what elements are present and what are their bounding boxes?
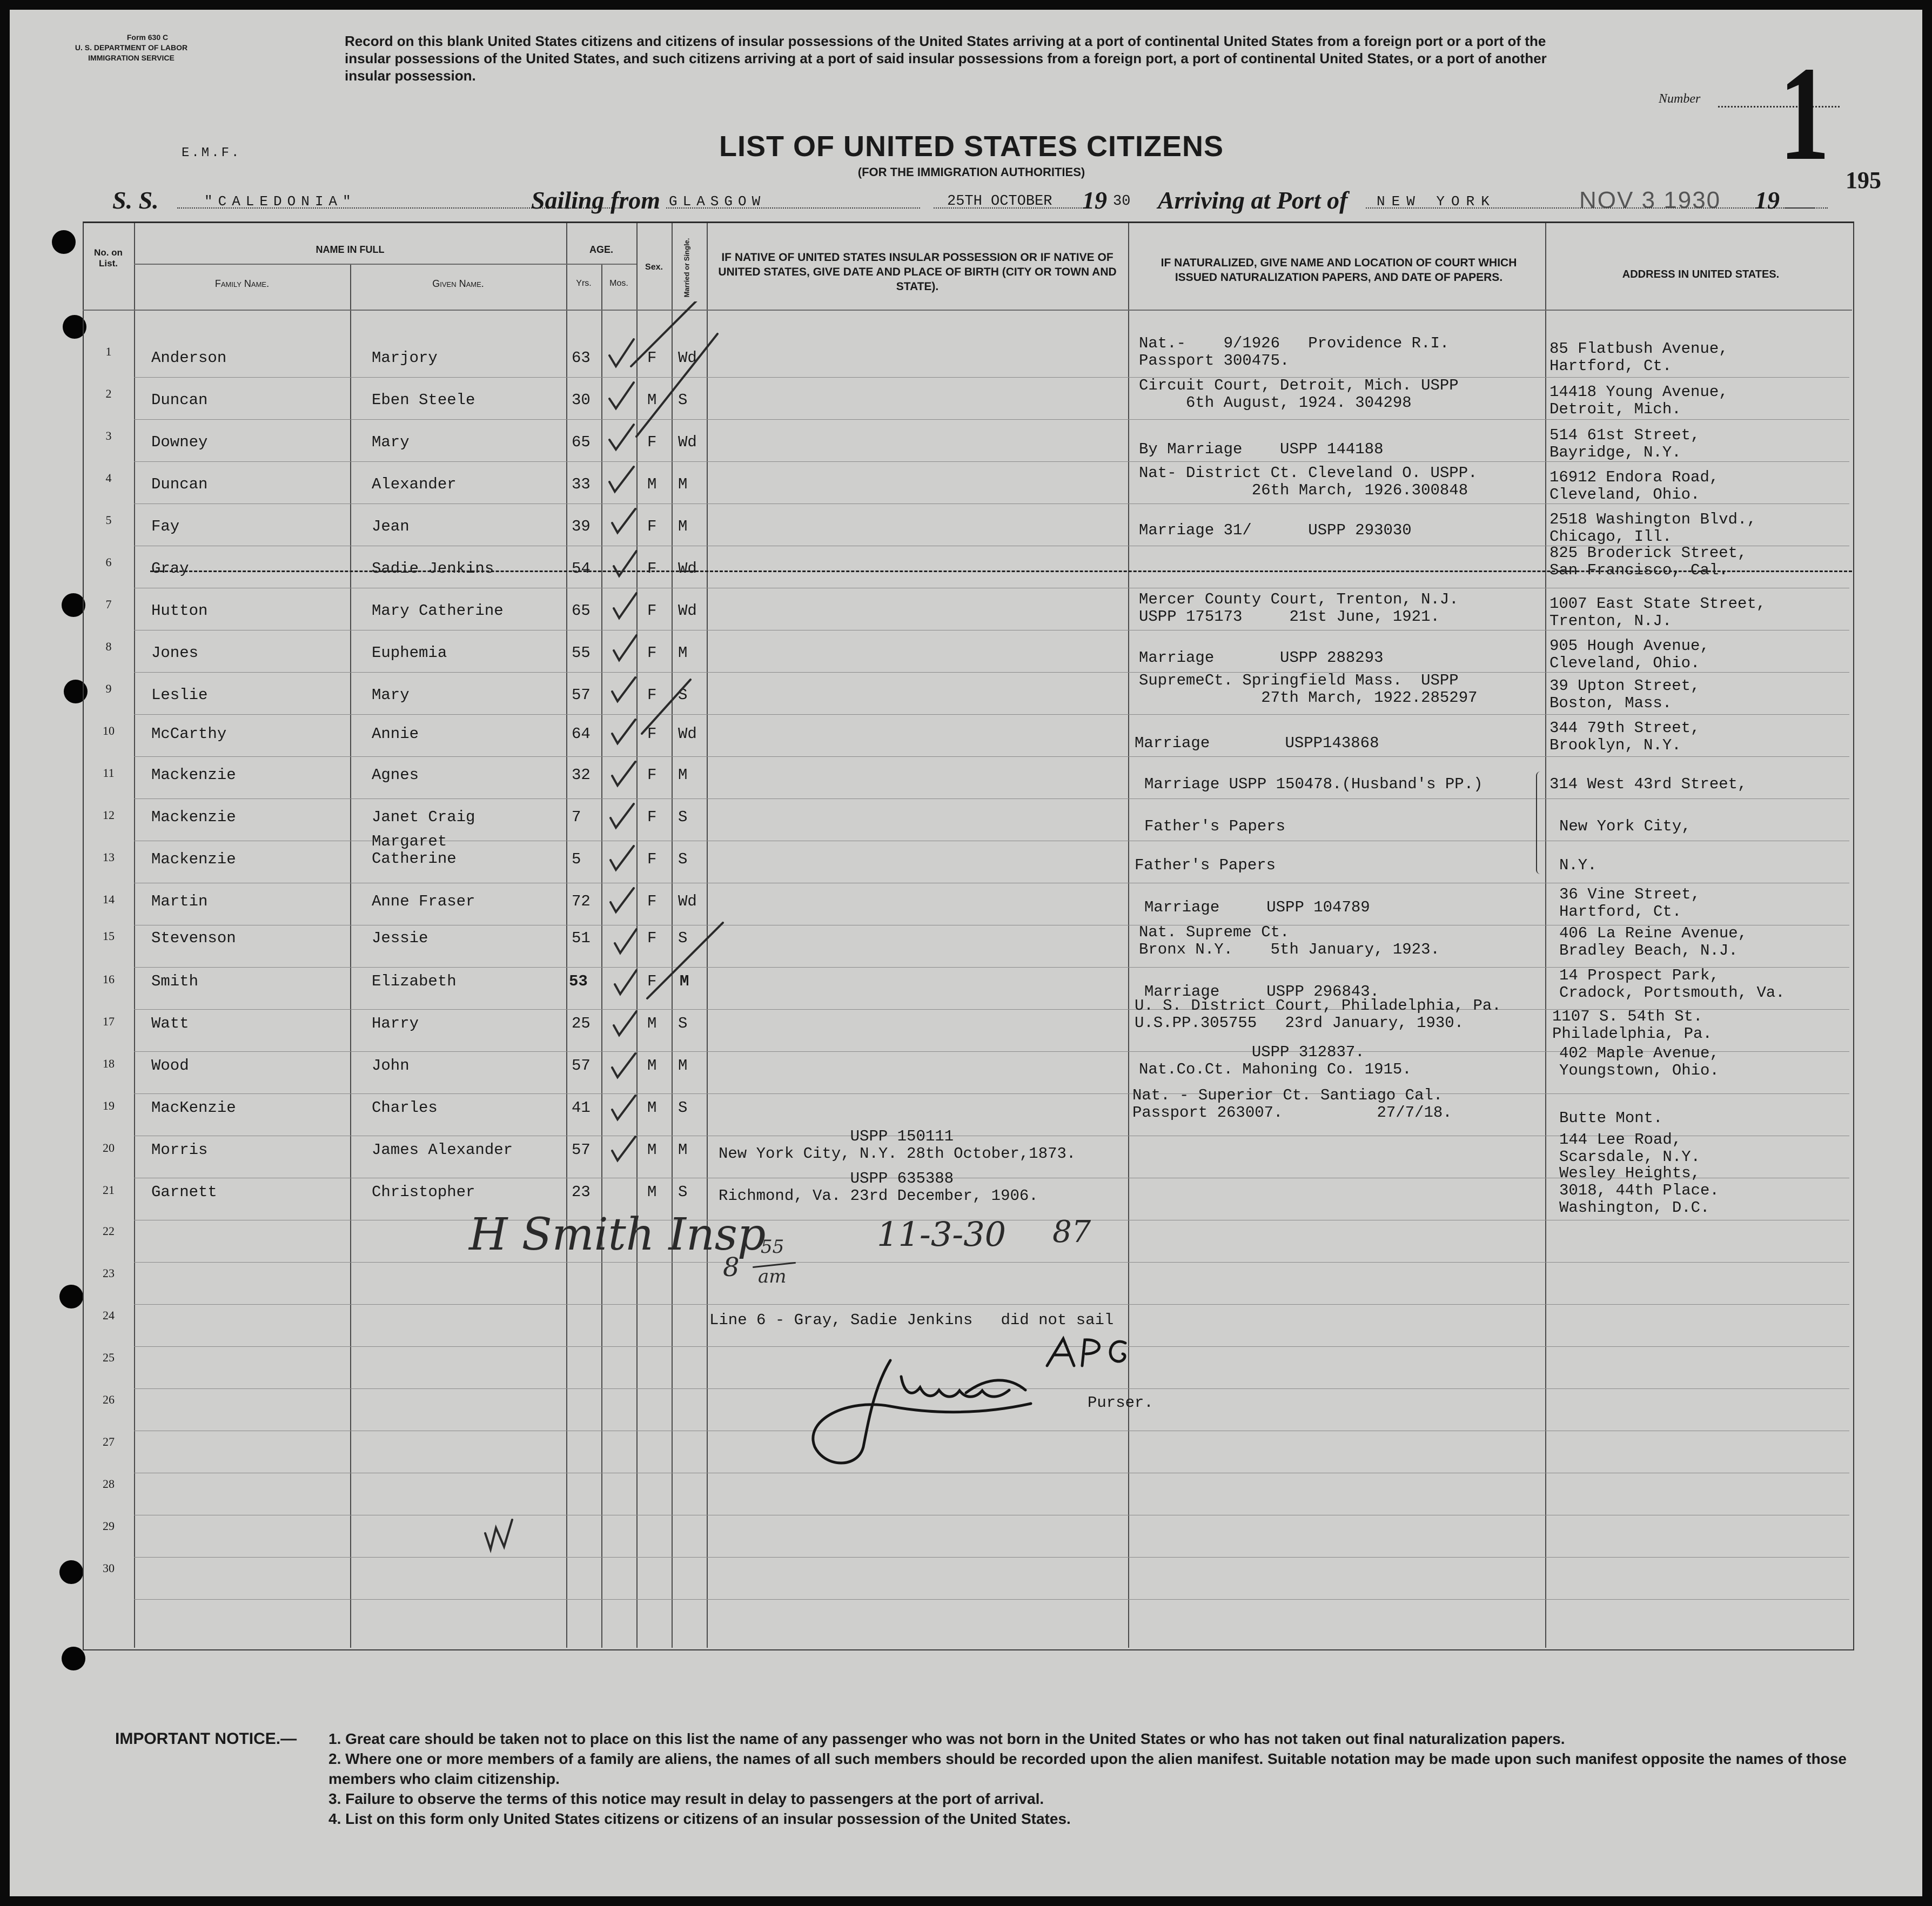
marital-status: M: [678, 644, 688, 662]
list-number: 1: [1779, 39, 1830, 189]
given-name: Elizabeth: [372, 972, 457, 990]
row-rule: [134, 1557, 1849, 1558]
naturalization: Mercer County Court, Trenton, N.J. USPP 175173 21st June, 1921.: [1139, 590, 1459, 626]
age-years: 65: [572, 602, 591, 620]
family-name: Wood: [151, 1057, 189, 1075]
row-rule: [134, 1262, 1849, 1263]
notice-heading: IMPORTANT NOTICE.—: [115, 1730, 297, 1748]
col-header-no: No. on List.: [94, 247, 123, 269]
age-years: 64: [572, 725, 591, 743]
address: 402 Maple Avenue, Youngstown, Ohio.: [1559, 1044, 1719, 1079]
row-number: 16: [103, 972, 115, 986]
row-number: 3: [105, 429, 112, 442]
important-notice: [115, 1729, 1887, 1829]
col-line: [1545, 223, 1546, 1648]
family-name: Smith: [151, 972, 199, 990]
family-name: Leslie: [151, 686, 208, 704]
naturalization: Marriage USPP 288293: [1139, 649, 1384, 667]
row-rule: [134, 756, 1849, 757]
row-number: 11: [103, 766, 115, 780]
address: 39 Upton Street, Boston, Mass.: [1549, 677, 1700, 712]
row-rule: [134, 1304, 1849, 1305]
address: 36 Vine Street, Hartford, Ct.: [1559, 885, 1701, 921]
sailing-label: Sailing from: [531, 186, 661, 214]
row-number: 18: [103, 1057, 115, 1070]
arrival-stamp: NOV 3 1930: [1579, 187, 1721, 213]
given-name: Alexander: [372, 475, 457, 493]
family-name: McCarthy: [151, 725, 227, 743]
sex: F: [647, 518, 657, 535]
naturalization: Nat. - Superior Ct. Santiago Cal. Passport 263007. 27/7/18.: [1132, 1086, 1452, 1122]
naturalization: Circuit Court, Detroit, Mich. USPP 6th August, 1924. 304298: [1139, 377, 1459, 412]
given-name: Eben Steele: [372, 391, 475, 409]
address: 14 Prospect Park, Cradock, Portsmouth, Va.: [1559, 967, 1785, 1002]
sex: M: [647, 1183, 657, 1201]
ship-name: "CALEDONIA": [204, 193, 357, 210]
marital-status: Wd: [678, 725, 697, 743]
family-name: Garnett: [151, 1183, 217, 1201]
family-name: Gray: [151, 560, 189, 578]
row-number: 19: [103, 1099, 115, 1112]
family-name: Morris: [151, 1141, 208, 1159]
birth-info: USPP 635388 Richmond, Va. 23rd December, 1906.: [719, 1170, 1038, 1205]
col-header-yrs: Yrs.: [576, 279, 592, 288]
header-divider: [134, 264, 636, 265]
sex: F: [647, 850, 657, 868]
inspector-date: 11-3-30: [877, 1214, 1007, 1254]
row-number: 12: [103, 808, 115, 822]
age-years: 23: [572, 1183, 591, 1201]
marital-status: M: [678, 1141, 688, 1159]
row-number: 17: [103, 1015, 115, 1028]
sex: F: [647, 929, 657, 947]
col-header-name: NAME IN FULL: [316, 244, 385, 255]
sex: F: [647, 349, 657, 367]
marital-status: Wd: [678, 560, 697, 578]
initials-mark: [1042, 1333, 1133, 1377]
age-years: 57: [572, 1057, 591, 1075]
sex: F: [647, 808, 657, 826]
age-years: 39: [572, 518, 591, 535]
col-header-given: Given Name.: [432, 278, 484, 289]
marital-status: M: [680, 972, 689, 990]
age-years: 33: [572, 475, 591, 493]
row-number: 25: [103, 1351, 115, 1364]
number-label: Number: [1659, 92, 1701, 106]
row-number: 2: [105, 387, 112, 400]
marital-status: S: [678, 391, 688, 409]
address: 825 Broderick Street, San Francisco, Cal.: [1549, 544, 1747, 579]
ss-label: S. S.: [112, 186, 159, 214]
age-years: 51: [572, 929, 591, 947]
naturalization: Nat- District Ct. Cleveland O. USPP. 26th March, 1926.300848: [1139, 464, 1478, 499]
address: 2518 Washington Blvd., Chicago, Ill.: [1549, 511, 1756, 546]
given-name: John: [372, 1057, 410, 1075]
marital-status: S: [678, 929, 688, 947]
row-number: 27: [103, 1435, 115, 1448]
marital-status: Wd: [678, 602, 697, 620]
arriving-label: Arriving at Port of: [1158, 186, 1348, 214]
address: 514 61st Street, Bayridge, N.Y.: [1549, 426, 1700, 461]
given-name: Annie: [372, 725, 419, 743]
family-name: Watt: [151, 1015, 189, 1032]
marital-status: Wd: [678, 892, 697, 910]
sex: M: [647, 1057, 657, 1075]
naturalization: Marriage USPP143868: [1135, 734, 1379, 752]
family-name: Hutton: [151, 602, 208, 620]
age-years: 57: [572, 1141, 591, 1159]
manifest-sheet: [10, 10, 1922, 1896]
address: 344 79th Street, Brooklyn, N.Y.: [1549, 719, 1700, 754]
address: Butte Mont.: [1559, 1109, 1663, 1127]
binder-hole: [59, 1285, 83, 1308]
given-name: Jessie: [372, 929, 428, 947]
col-header-married: Married or Single.: [682, 238, 691, 298]
family-name: Fay: [151, 518, 180, 535]
page-title: LIST OF UNITED STATES CITIZENS: [719, 130, 1224, 163]
family-name: Mackenzie: [151, 766, 236, 784]
row-number: 29: [103, 1519, 115, 1533]
row-number: 23: [103, 1266, 115, 1280]
sex: F: [647, 725, 657, 743]
naturalization: Marriage USPP 296843.: [1144, 983, 1380, 1001]
form-meta: [61, 32, 202, 63]
marital-status: S: [678, 1015, 688, 1032]
page-number: 195: [1846, 167, 1881, 193]
sex: F: [647, 560, 657, 578]
binder-hole: [52, 230, 76, 254]
address: New York City,: [1559, 817, 1691, 835]
naturalization: Nat. Supreme Ct. Bronx N.Y. 5th January, 1923.: [1139, 923, 1440, 958]
given-name: Christopher: [372, 1183, 475, 1201]
col-header-naturalized: IF NATURALIZED, GIVE NAME AND LOCATION OF COURT WHICH ISSUED NATURALIZATION PAPERS, AND DATE OF PAPERS.: [1160, 257, 1517, 284]
notice-item: 2. Where one or more members of a family are aliens, the names of all such members should be recorded upon the alien manifest. Suitable notation may be made upon such manifest opposite the names of those members who claim citizenship.: [328, 1750, 1847, 1787]
header-bottom: [83, 310, 1852, 311]
inspection-time-minutes: 55: [761, 1236, 784, 1258]
address-brace: [1536, 771, 1545, 874]
family-name: Mackenzie: [151, 850, 236, 868]
marital-status: M: [678, 1057, 688, 1075]
row-rule: [134, 1093, 1849, 1094]
sex: F: [647, 602, 657, 620]
given-name: Sadie Jenkins: [372, 560, 494, 578]
col-header-mos: Mos.: [609, 279, 628, 288]
given-name: Agnes: [372, 766, 419, 784]
department: U. S. DEPARTMENT OF LABOR: [75, 43, 188, 52]
row-number: 14: [103, 892, 115, 906]
sex: M: [647, 391, 657, 409]
marital-status: S: [678, 850, 688, 868]
naturalization: Father's Papers: [1135, 856, 1276, 874]
row-rule: [134, 1599, 1849, 1600]
age-years: 5: [572, 850, 581, 868]
address: 1107 S. 54th St. Philadelphia, Pa.: [1552, 1008, 1712, 1043]
naturalization: Father's Papers: [1144, 817, 1286, 835]
row-rule: [134, 672, 1849, 673]
age-years: 72: [572, 892, 591, 910]
row-number: 22: [103, 1224, 115, 1238]
naturalization: By Marriage USPP 144188: [1139, 440, 1384, 458]
address: Wesley Heights, 3018, 44th Place. Washington, D.C.: [1559, 1164, 1719, 1217]
notice-item: 3. Failure to observe the terms of this notice may result in delay to passengers at the port of arrival.: [328, 1790, 1044, 1807]
sex: F: [647, 972, 657, 990]
sex: M: [647, 1015, 657, 1032]
address: 85 Flatbush Avenue, Hartford, Ct.: [1549, 340, 1728, 375]
purser-label: Purser.: [1088, 1394, 1153, 1412]
marital-status: S: [678, 808, 688, 826]
row-number: 28: [103, 1477, 115, 1491]
notice-item: 4. List on this form only United States citizens or citizens of an insular possession of the United States.: [328, 1810, 1071, 1827]
instructions: Record on this blank United States citizens and citizens of insular possessions of the United States arriving at a port of continental United States from a foreign port or a port of the insular possessions of the United States, and such citizens arriving at a port of said insular possessions from a foreign port, a port of continental United States, or a port of another insular possession.: [345, 33, 1547, 84]
sex: F: [647, 686, 657, 704]
age-years: 41: [572, 1099, 591, 1117]
age-years: 55: [572, 644, 591, 662]
row-number: 6: [105, 555, 112, 569]
address: 314 West 43rd Street,: [1549, 775, 1747, 793]
marital-status: S: [678, 1099, 688, 1117]
marital-status: S: [678, 686, 688, 704]
form-code: E.M.F.: [182, 146, 242, 160]
notice-item: 1. Great care should be taken not to place on this list the name of any passenger who was not born in the United States or who has not taken out final naturalization papers.: [328, 1730, 1565, 1747]
given-name: Anne Fraser: [372, 892, 475, 910]
address: 14418 Young Avenue, Detroit, Mich.: [1549, 383, 1728, 418]
given-name: Mary: [372, 433, 410, 451]
address: 905 Hough Avenue, Cleveland, Ohio.: [1549, 637, 1709, 672]
sex: F: [647, 433, 657, 451]
sex: F: [647, 644, 657, 662]
naturalization: U. S. District Court, Philadelphia, Pa. U.S.PP.305755 23rd January, 1930.: [1135, 997, 1501, 1032]
row-number: 24: [103, 1308, 115, 1322]
naturalization: Marriage USPP 104789: [1144, 898, 1370, 916]
page-subtitle: (FOR THE IMMIGRATION AUTHORITIES): [857, 165, 1085, 179]
marital-status: Wd: [678, 349, 697, 367]
row-number: 8: [105, 640, 112, 653]
year-suffix: 30: [1113, 193, 1131, 210]
age-years: 65: [572, 433, 591, 451]
age-years: 30: [572, 391, 591, 409]
col-header-sex: Sex.: [645, 263, 663, 272]
row-number: 1: [105, 345, 112, 358]
age-years: 63: [572, 349, 591, 367]
row-rule: [134, 461, 1849, 462]
naturalization: SupremeCt. Springfield Mass. USPP 27th March, 1922.285297: [1139, 672, 1478, 707]
given-name: Euphemia: [372, 644, 447, 662]
sex: M: [647, 475, 657, 493]
age-years: 25: [572, 1015, 591, 1032]
given-name: Mary: [372, 686, 410, 704]
sailing-from-line: [666, 207, 920, 209]
year-prefix: 19: [1082, 186, 1107, 214]
marital-status: M: [678, 518, 688, 535]
row-number: 13: [103, 850, 115, 864]
family-name: Anderson: [151, 349, 227, 367]
port: NEW YORK: [1377, 193, 1496, 210]
age-years: 54: [572, 560, 591, 578]
marital-status: S: [678, 1183, 688, 1201]
port-line: [1366, 207, 1814, 209]
margin-check-mark: [480, 1512, 523, 1555]
marital-status: M: [678, 475, 688, 493]
family-name: Mackenzie: [151, 808, 236, 826]
given-name: Margaret Catherine: [372, 833, 457, 868]
address: 1007 East State Street, Trenton, N.J.: [1549, 595, 1766, 630]
naturalization: Marriage USPP 150478.(Husband's PP.): [1144, 775, 1483, 793]
family-name: Martin: [151, 892, 208, 910]
sex: F: [647, 766, 657, 784]
col-header-family: Family Name.: [214, 278, 270, 289]
row-number: 7: [105, 598, 112, 611]
row-number: 10: [103, 724, 115, 737]
given-name: Marjory: [372, 349, 438, 367]
row-rule: [134, 714, 1849, 715]
age-years: 53: [569, 972, 588, 990]
family-name: Duncan: [151, 475, 208, 493]
naturalization: Marriage 31/ USPP 293030: [1139, 521, 1412, 539]
col-header-birth: IF NATIVE OF UNITED STATES INSULAR POSSESSION OR IF NATIVE OF UNITED STATES, GIVE DATE AND PLACE OF BIRTH (CITY OR TOWN AND STATE).: [718, 251, 1117, 293]
given-name: Charles: [372, 1099, 438, 1117]
sex: F: [647, 892, 657, 910]
family-name: MacKenzie: [151, 1099, 236, 1117]
row-number: 26: [103, 1393, 115, 1406]
col-header-address: ADDRESS IN UNITED STATES.: [1622, 269, 1780, 280]
row-number: 30: [103, 1561, 115, 1575]
address: 144 Lee Road, Scarsdale, N.Y.: [1559, 1131, 1701, 1166]
check-marks: [582, 301, 744, 1198]
address: 16912 Endora Road, Cleveland, Ohio.: [1549, 468, 1719, 504]
row-rule: [134, 377, 1849, 378]
binder-hole: [59, 1560, 83, 1584]
address: N.Y.: [1559, 856, 1597, 874]
given-name: Janet Craig: [372, 808, 475, 826]
inspector-count: 87: [1052, 1214, 1091, 1250]
row-number: 21: [103, 1183, 115, 1197]
address: 406 La Reine Avenue, Bradley Beach, N.J.: [1559, 924, 1748, 959]
sailing-date: 25TH OCTOBER: [947, 193, 1052, 210]
given-name: Mary Catherine: [372, 602, 504, 620]
arrival-year-line: [1785, 207, 1828, 209]
voyage-line: [112, 182, 1841, 214]
marital-status: M: [678, 766, 688, 784]
birth-info: USPP 150111 New York City, N.Y. 28th October,1873.: [719, 1128, 1076, 1163]
row-rule: [134, 419, 1849, 420]
col-line: [134, 223, 135, 1648]
sailing-from: GLASGOW: [669, 193, 766, 210]
sailing-date-line: [934, 207, 1090, 209]
col-header-age: AGE.: [589, 244, 613, 255]
age-years: 32: [572, 766, 591, 784]
age-years: 7: [572, 808, 581, 826]
row-number: 4: [105, 471, 112, 485]
family-name: Stevenson: [151, 929, 236, 947]
strike-through-line: [150, 571, 1852, 572]
sex: M: [647, 1141, 657, 1159]
given-name: Jean: [372, 518, 410, 535]
arrival-year-prefix: 19: [1755, 186, 1780, 214]
form-number: Form 630 C: [126, 33, 169, 42]
family-name: Jones: [151, 644, 199, 662]
naturalization: Nat.- 9/1926 Providence R.I. Passport 300475.: [1139, 334, 1450, 370]
row-number: 20: [103, 1141, 115, 1155]
binder-hole: [62, 1647, 85, 1670]
row-number: 9: [105, 682, 112, 695]
col-line: [350, 264, 351, 1648]
inspection-time-hour: 8: [723, 1252, 740, 1283]
age-years: 57: [572, 686, 591, 704]
family-name: Duncan: [151, 391, 208, 409]
inspection-time-ampm: am: [758, 1266, 787, 1287]
given-name: James Alexander: [372, 1141, 513, 1159]
marital-status: Wd: [678, 433, 697, 451]
row-number: 15: [103, 929, 115, 943]
service: IMMIGRATION SERVICE: [88, 53, 175, 62]
sex: M: [647, 1099, 657, 1117]
col-line: [566, 223, 567, 1648]
row-number: 5: [105, 513, 112, 527]
did-not-sail-note: Line 6 - Gray, Sadie Jenkins did not sail: [709, 1311, 1114, 1329]
row-rule: [134, 798, 1849, 799]
binder-hole: [62, 593, 85, 617]
inspector-signature: H Smith Insp: [469, 1209, 766, 1260]
naturalization: USPP 312837. Nat.Co.Ct. Mahoning Co. 1915.: [1139, 1043, 1412, 1078]
given-name: Harry: [372, 1015, 419, 1032]
col-line: [1128, 223, 1129, 1648]
family-name: Downey: [151, 433, 208, 451]
